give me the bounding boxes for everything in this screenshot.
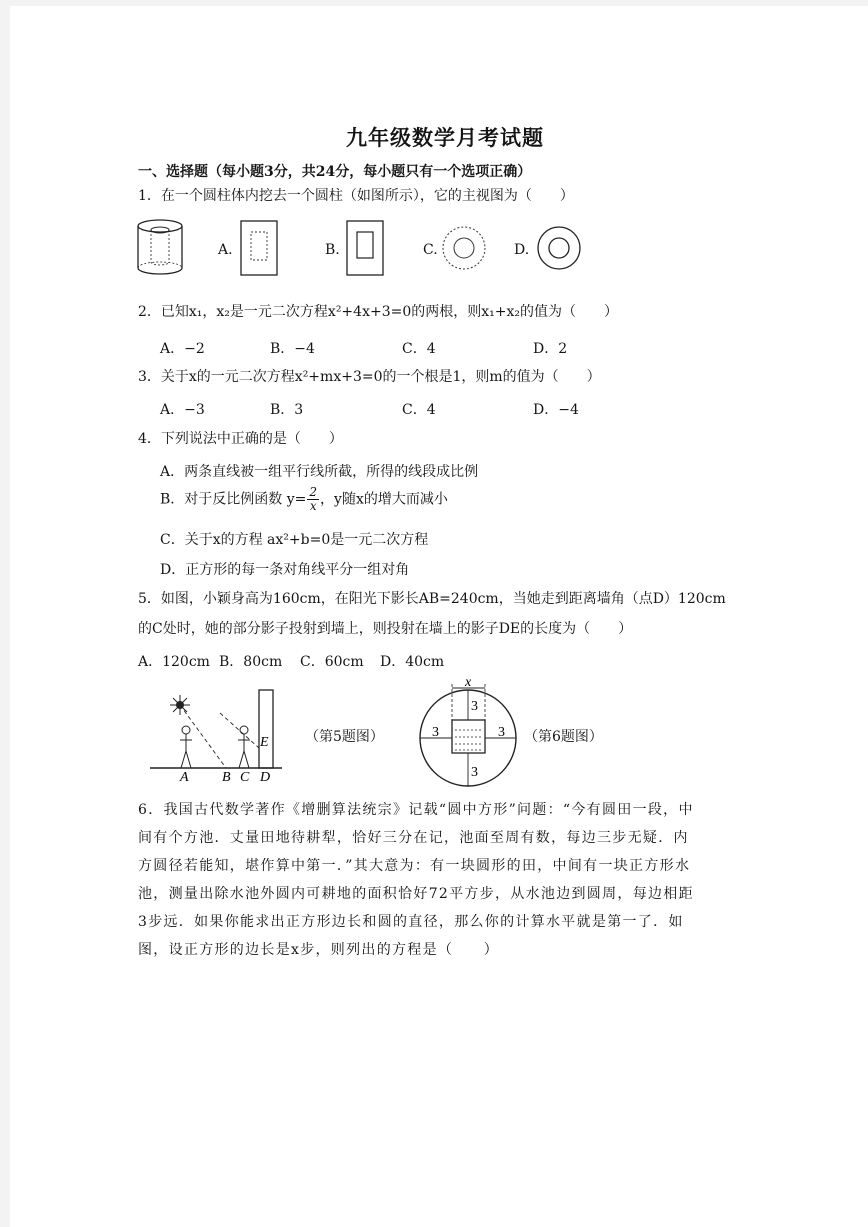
q3-option-a: A．−3: [160, 402, 205, 418]
person-2-icon: [238, 726, 250, 768]
dim-top-label: 3: [471, 699, 478, 714]
scan-left-edge: [0, 0, 10, 1227]
question-2-stem: 2．已知x₁，x₂是一元二次方程x²+4x+3=0的两根，则x₁+x₂的值为（ ）: [138, 304, 618, 320]
dim-bottom-label: 3: [471, 765, 478, 780]
q4-fraction-numerator: 2: [309, 485, 318, 499]
question-5-line1: 5．如图，小颖身高为160cm，在阳光下影长AB=240cm，当她走到距离墙角（点D）120cm: [138, 591, 726, 607]
q4-option-c: C．关于x的方程 ax²+b=0是一元二次方程: [160, 532, 429, 548]
q1-option-b-figure: [346, 220, 386, 278]
q1-option-c-figure: [441, 225, 487, 271]
label-d: D: [260, 770, 271, 785]
dim-x-label: x: [465, 675, 472, 690]
label-a: A: [180, 770, 189, 785]
q5-option-b: B．80cm: [219, 654, 283, 670]
q1-option-d-figure: [536, 225, 582, 271]
q2-option-a: A．−2: [160, 341, 205, 357]
person-1-icon: [180, 726, 192, 768]
q3-option-d: D．−4: [533, 402, 579, 418]
q1-option-a-label: A.: [218, 242, 233, 258]
label-c: C: [240, 770, 250, 785]
q4-option-b-suffix: ，y随x的增大而减小: [320, 491, 448, 508]
cylinder-with-hole-figure: [133, 218, 193, 280]
q1-option-d-label: D.: [514, 242, 530, 258]
q5-option-d: D．40cm: [380, 654, 445, 670]
q2-option-c: C．4: [402, 341, 436, 357]
q1-option-a-figure: [240, 220, 280, 278]
label-b: B: [222, 770, 231, 785]
figure-6-caption: （第6题图）: [524, 729, 603, 745]
q4-fraction-denominator: x: [309, 499, 317, 513]
figure-5-shadow-diagram: [150, 688, 290, 783]
question-5-line2: 的C处时，她的部分影子投射到墙上，则投射在墙上的影子DE的长度为（ ）: [138, 621, 633, 637]
q5-option-c: C．60cm: [300, 654, 364, 670]
figure-6-circle-square-diagram: [418, 672, 522, 790]
q3-option-c: C．4: [402, 402, 436, 418]
page-title: 九年级数学月考试题: [346, 125, 544, 150]
q4-option-a: A．两条直线被一组平行线所截，所得的线段成比例: [160, 464, 479, 480]
question-3-stem: 3．关于x的一元二次方程x²+mx+3=0的一个根是1，则m的值为（ ）: [138, 369, 601, 385]
q2-option-d: D．2: [533, 341, 568, 357]
q2-option-b: B．−4: [270, 341, 315, 357]
dim-right-label: 3: [498, 725, 505, 740]
question-1-stem: 1．在一个圆柱体内挖去一个圆柱（如图所示），它的主视图为（ ）: [138, 188, 574, 204]
q4-option-b: [160, 486, 448, 513]
q1-option-c-label: C.: [423, 242, 438, 258]
q3-option-b: B．3: [270, 402, 304, 418]
scan-top-edge: [0, 0, 868, 6]
q5-option-a: A．120cm: [138, 654, 210, 670]
question-6-text: 6．我国古代数学著作《增删算法统宗》记载“圆中方形”问题：“今有圆田一段，中间有个方池．丈量田地待耕犁，恰好三分在记，池面至周有数，每边三步无疑．内方圆径若能知，堪作算中第一．”其大意为：有一块圆形的田，中间有一块正方形水池，测量出除水池外圆内可耕地的面积恰好72平方步，从水池边到圆周，每边相距3步远．如果你能求出正方形边长和圆的直径，那么你的计算水平就是第一了．如图，设正方形的边长是x步，则列出的方程是（ ）: [138, 802, 694, 958]
q4-fraction: [307, 486, 319, 513]
section-heading: 一、选择题（每小题3分，共24分，每小题只有一个选项正确）: [138, 164, 532, 180]
q1-option-b-label: B.: [325, 242, 340, 258]
q4-option-b-prefix: B．对于反比例函数 y=: [160, 491, 307, 508]
figure-5-caption: （第5题图）: [305, 729, 384, 745]
q4-option-d: D．正方形的每一条对角线平分一组对角: [160, 562, 410, 578]
label-e: E: [260, 735, 269, 750]
question-4-stem: 4．下列说法中正确的是（ ）: [138, 431, 343, 447]
dim-left-label: 3: [432, 725, 439, 740]
